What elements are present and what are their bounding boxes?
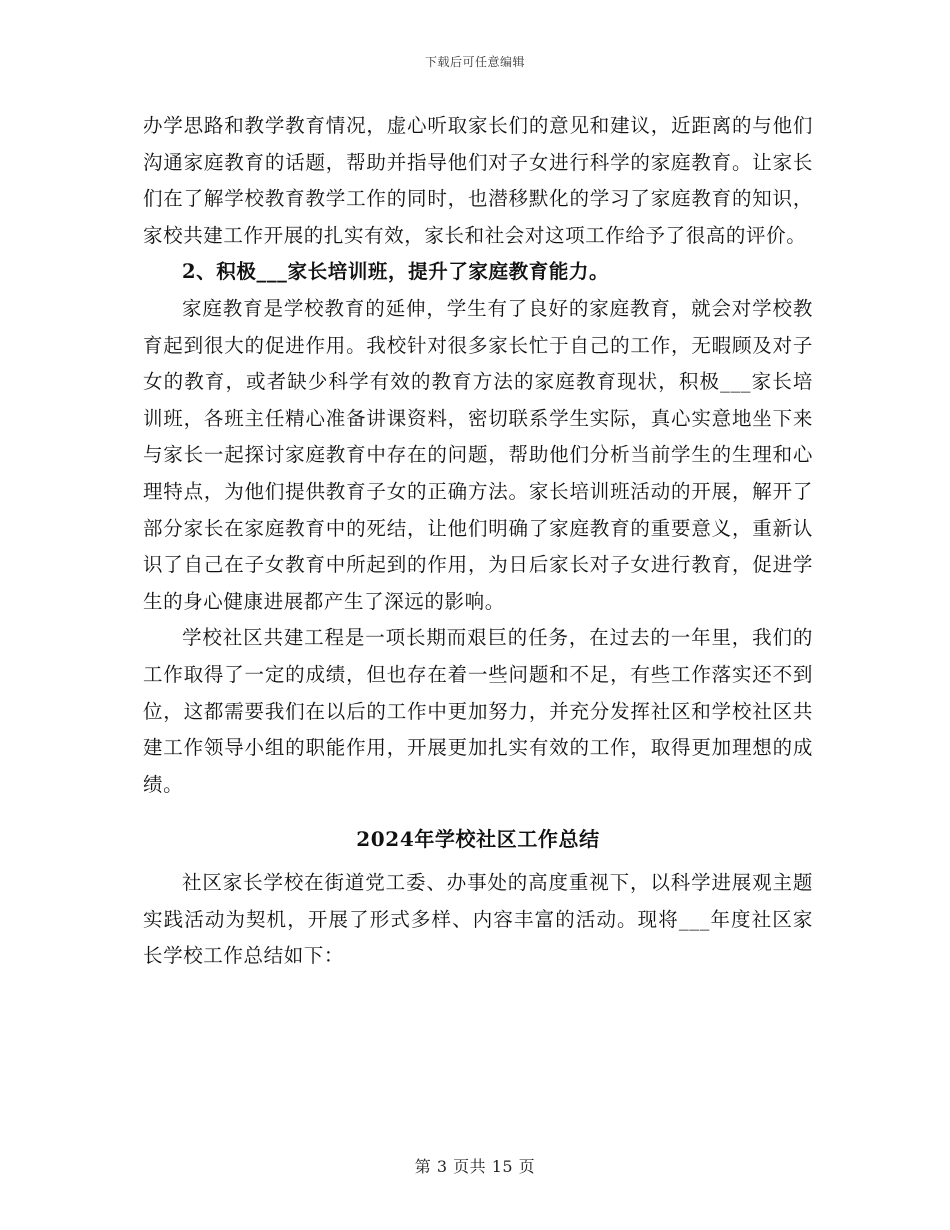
paragraph-family-education: 家庭教育是学校教育的延伸，学生有了良好的家庭教育，就会对学校教育起到很大的促进作用。我校针对很多家长忙于自己的工作，无暇顾及对子女的教育，或者缺少科学有效的教育方法的家庭教育现状，积极___家长培训班，各班主任精心准备讲课资料，密切联系学生实际，真心实意地坐下来与家长一起探讨家庭教育中存在的问题，帮助他们分析当前学生的生理和心理特点，为他们提供教育子女的正确方法。家长培训班活动的开展，解开了部分家长在家庭教育中的死结，让他们明确了家庭教育的重要意义，重新认识了自己在子女教育中所起到的作用，为日后家长对子女进行教育，促进学生的身心健康进展都产生了深远的影响。 bbox=[143, 296, 813, 613]
subheading-parent-training: 2、积极___家长培训班，提升了家庭教育能力。 bbox=[182, 260, 610, 284]
page-header-note: 下载后可任意编辑 bbox=[424, 55, 525, 69]
document-body bbox=[143, 108, 813, 975]
page-number: 第 3 页共 15 页 bbox=[414, 1157, 536, 1176]
section-title: 2024年学校社区工作总结 bbox=[356, 827, 600, 852]
paragraph-community-project: 学校社区共建工程是一项长期而艰巨的任务，在过去的一年里，我们的工作取得了一定的成绩，但也存在着一些问题和不足，有些工作落实还不到位，这都需要我们在以后的工作中更加努力，并充分发挥社区和学校社区共建工作领导小组的职能作用，开展更加扎实有效的工作，取得更加理想的成绩。 bbox=[143, 626, 813, 796]
paragraph-continued: 办学思路和教学教育情况，虚心听取家长们的意见和建议，近距离的与他们沟通家庭教育的话题，帮助并指导他们对子女进行科学的家庭教育。让家长们在了解学校教育教学工作的同时，也潜移默化的学习了家庭教育的知识，家校共建工作开展的扎实有效，家长和社会对这项工作给予了很高的评价。 bbox=[143, 114, 813, 247]
paragraph-summary-intro: 社区家长学校在街道党工委、办事处的高度重视下，以科学进展观主题实践活动为契机，开展了形式多样、内容丰富的活动。现将___年度社区家长学校工作总结如下： bbox=[143, 871, 813, 968]
